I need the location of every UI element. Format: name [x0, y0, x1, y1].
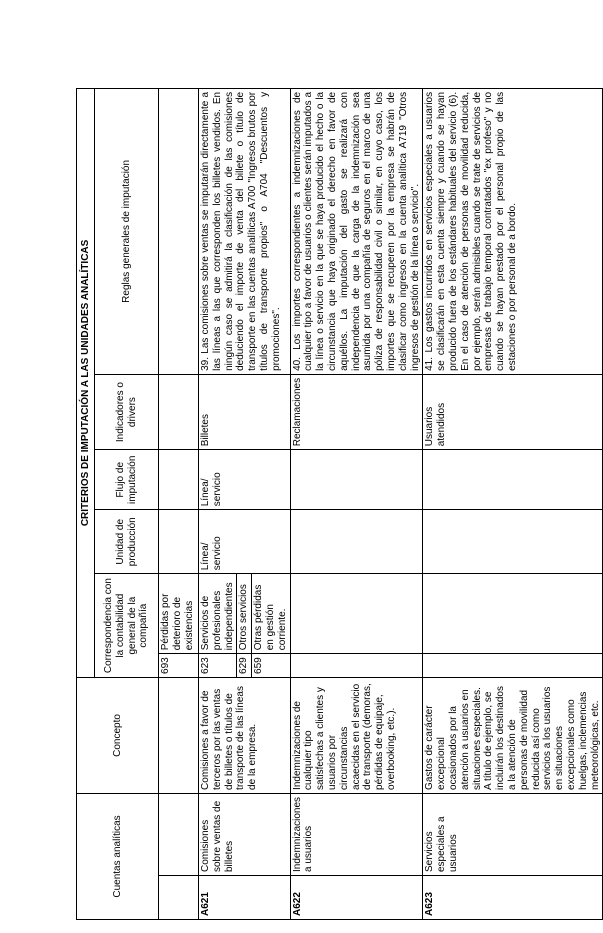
account-number: 693: [159, 654, 199, 678]
concept-text: Gastos de carácter excepcional ocasionados por la atención a usuarios en situaciones especiales. A título de ejemplo, se incluirán los destinados a la atención de personas de movilidad reducida así como servicios a los usuarios en situaciones excepcionales como huelgas, inclemencias meteorológicas, etc.: [423, 677, 603, 793]
concept-text: Comisiones a favor de terceros por las ventas de billetes o títulos de transporte de las líneas de la empresa.: [199, 677, 291, 793]
indicator-text: Billetes: [199, 374, 291, 449]
account-name: Indemnizaciones a usuarios: [290, 793, 423, 875]
flow-text: Línea/ servicio: [199, 450, 291, 510]
header-unidad: Unidad de producción: [95, 510, 159, 574]
rule-text: 39. Las comisiones sobre ventas se imputarán directamente a las líneas a las que corresponden los billetes vendidos. En ningún caso se admitirá la clasificación de las comisiones deduciendo el importe de venta del billete o título de transporte en las cuentas analíticas A700 "Ingresos brutos por títulos de transporte propios" o A704 "Descuentos y promociones".: [199, 88, 291, 374]
header-reglas: Reglas generales de imputación: [95, 88, 159, 374]
unit-text: Línea/ servicio: [199, 510, 291, 574]
table-row: [423, 88, 603, 919]
rule-text: 40. Los importes correspondientes a indemnizaciones de cualquier tipo a favor de usuarios o clientes serán imputados a la línea o servicio en la que se haya producido el hecho o la circunstancia que haya originado el derecho en favor de aquéllos. La imputación del gasto se realizará con independencia de que la carga de la indemnización sea asumida por una compañía de seguros en el marco de una póliza de responsabilidad civil o similar, en cuyo caso, los importes que se recuperen por la empresa se habrán de clasificar como ingresos en la cuenta analítica A719 "Otros ingresos de gestión de la línea o servicio".: [290, 88, 423, 374]
concept-text: Indemnizaciones de cualquier tipo satisfechas a clientes y usuarios por circunstancias acaecidas en el servicio de transporte (demoras, pérdidas de equipaje, overbooking, etc.).: [290, 677, 423, 793]
account-text: Servicios de profesionales independientes: [199, 574, 237, 654]
header-criteria: CRITERIOS DE IMPUTACIÓN A LAS UNIDADES ANALÍTICAS: [77, 88, 95, 677]
account-name: Servicios especiales a usuarios: [423, 793, 603, 875]
indicator-text: Usuarios atendidos: [423, 374, 603, 449]
header-concepto: Concepto: [77, 677, 159, 793]
table-row: [199, 88, 237, 919]
account-code: A621: [199, 876, 291, 920]
rule-text: 41. Los gastos incurridos en servicios especiales a usuarios se clasificarán en esta cuenta siempre y cuando se hayan producido fuera de los estándares habituales del servicio (6). En el caso de atención de personas de movilidad reducida, por ejemplo, serán admisibles cuando se trate de servicios de empresas de trabajo temporal contratados "ex profeso" y no cuando se hayan prestado por el personal propio de las estaciones o por personal de a bordo.: [423, 88, 603, 374]
header-cuentas: Cuentas analíticas: [77, 793, 159, 919]
account-number: 629: [237, 654, 252, 678]
table-row: [159, 88, 199, 919]
header-flujo: Flujo de imputación: [95, 450, 159, 510]
account-text: Pérdidas por deterioro de existencias: [159, 574, 199, 654]
header-indicadores: Indicadores o drivers: [95, 374, 159, 449]
account-name: Comisiones sobre ventas de billetes: [199, 793, 291, 875]
account-number: 659: [252, 654, 290, 678]
header-correspondencia: Correspondencia con la contabilidad general de la compañía: [95, 574, 159, 678]
account-text: Otras pérdidas en gestión corriente.: [252, 574, 290, 654]
criteria-table: [76, 88, 603, 920]
indicator-text: Reclamaciones: [290, 374, 423, 449]
account-text: Otros servicios: [237, 574, 252, 654]
account-number: 623: [199, 654, 237, 678]
account-code: A623: [423, 876, 603, 920]
table-row: [290, 88, 423, 919]
account-code: A622: [290, 876, 423, 920]
